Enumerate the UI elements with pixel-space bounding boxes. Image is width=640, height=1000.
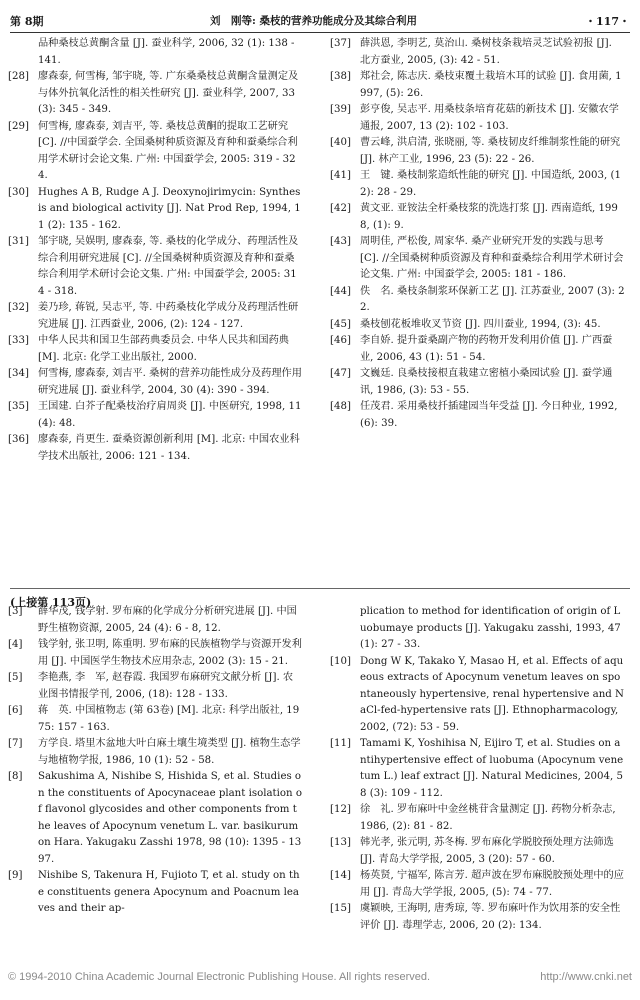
reference-entry [8,703,303,736]
reference-number: [37] [330,38,351,49]
reference-text: 虞颖映, 王海明, 唐秀琼, 等. 罗布麻叶作为饮用茶的安全性评价 [J]. 毒理学志, 2006, 20 (2): 134. [360,903,621,931]
reference-entry [8,366,303,399]
reference-text: 方学良. 塔里木盆地大叶白麻土壤生境类型 [J]. 植物生态学与地植物学报, 1986, 10 (1): 52 - 58. [38,738,301,766]
reference-number: [36] [8,434,29,445]
reference-entry [330,234,625,284]
reference-text: 廖森泰, 何雪梅, 邹宇晓, 等. 广东桑桑枝总黄酮含量测定及与体外抗氧化活性的相关性研究 [J]. 蚕业科学, 2007, 33 (3): 345 - 349. [38,71,299,115]
reference-number: [45] [330,318,351,330]
reference-text: 韩光孝, 张元明, 苏冬梅. 罗布麻化学脱胶预处理方法筛选 [J]. 青岛大学学报, 2005, 3 (20): 57 - 60. [360,837,614,865]
reference-text: 李自娇. 提升蚕桑副产物的药物开发利用价值 [J]. 广西蚕业, 2006, 43 (1): 51 - 54. [360,335,613,363]
reference-text: 曹云峰, 洪启清, 张晓丽, 等. 桑枝韧皮纤维制浆性能的研究 [J]. 林产工业, 1996, 23 (5): 22 - 26. [360,137,621,165]
reference-text: 蒋 英. 中国植物志 (第 63卷) [M]. 北京: 科学出版社, 1975: 157 - 163. [38,705,300,733]
reference-number: [6] [8,705,23,716]
reference-number: [29] [8,120,29,132]
section-divider [10,588,630,589]
reference-entry [8,399,303,432]
reference-number: [14] [330,870,351,881]
reference-entry [330,317,625,334]
reference-number: [15] [330,903,351,914]
reference-text: 文巍廷. 良桑枝接根直栽建立密植小桑园试验 [J]. 蚕学通讯, 1986, (3): 53 - 55. [360,368,613,396]
reference-number: [28] [8,71,29,82]
reference-entry [8,637,303,670]
reference-entry [330,604,625,654]
reference-text: 郑社会, 陈志庆. 桑枝束覆土栽培木耳的试验 [J]. 食用菌, 1997, (5): 26. [360,71,622,99]
reference-text: 佚 名. 桑枝条制浆环保新工艺 [J]. 江苏蚕业, 2007 (3): 22. [360,285,625,313]
reference-number: [44] [330,285,351,297]
reference-entry [8,736,303,769]
reference-number: [11] [330,738,351,749]
reference-number: [5] [8,672,23,683]
reference-number: [41] [330,170,351,181]
reference-number: [10] [330,655,351,667]
reference-entry [330,135,625,168]
reference-number: [7] [8,738,23,749]
reference-entry [8,234,303,300]
reference-column-right-bottom [330,604,625,934]
reference-number: [35] [8,401,29,412]
footer-url[interactable]: http://www.cnki.net [540,971,632,983]
reference-number: [33] [8,335,29,346]
reference-entry [330,868,625,901]
reference-entry [8,185,303,235]
reference-number: [40] [330,137,351,148]
reference-number: [8] [8,771,23,782]
reference-entry [330,69,625,102]
running-title: 刘 刚等: 桑枝的营养功能成分及其综合利用 [210,15,418,27]
reference-entry [330,201,625,234]
reference-text: 彭亨俊, 吴志平. 用桑枝条培育花菇的新技术 [J]. 安徽农学通报, 2007, 13 (2): 102 - 103. [360,104,619,132]
reference-text: Sakushima A, Nishibe S, Hishida S, et al. Studies on the constituents of Apocynaceae plant isolation of flavonol glycosides and other components from the leaves of Apocynum venetum L. var. basikurumon Hara. Yakugaku Zasshi 1978, 98 (10): 1395 - 1397. [38,771,302,865]
reference-number: [46] [330,335,351,346]
reference-text: 徐 礼. 罗布麻叶中金丝桃苷含量测定 [J]. 药物分析杂志, 1986, (2): 81 - 82. [360,804,616,832]
reference-text: 李艳燕, 李 军, 赵春霞. 我国罗布麻研究文献分析 [J]. 农业图书情报学刊, 2006, (18): 128 - 133. [38,672,294,700]
reference-text: 姜乃珍, 蒋锐, 吴志平, 等. 中药桑枝化学成分及药理活性研究进展 [J]. 江西蚕业, 2006, (2): 124 - 127. [38,302,299,330]
continued-from-label: (上接第 113页) [10,594,95,610]
reference-number: [30] [8,186,29,198]
reference-entry [8,604,303,637]
reference-text: Hughes A B, Rudge A J. Deoxynojirimycin: Synthesis and biological activity [J]. Nat Prod Rep, 1994, 11 (2): 135 - 162. [38,186,301,231]
reference-number: [47] [330,368,351,379]
page-footer [8,965,632,989]
reference-text: 钱学射, 张卫明, 陈重明. 罗布麻的民族植物学与资源开发利用 [J]. 中国医学生物技术应用杂志, 2002 (3): 15 - 21. [38,639,302,667]
reference-number: [32] [8,302,29,313]
reference-column-right-top [330,36,625,432]
reference-entry [330,901,625,934]
reference-text: 桑枝刨花板堆收叉节资 [J]. 四川蚕业, 1994, (3): 45. [360,318,601,330]
copyright-notice: © 1994-2010 China Academic Journal Electronic Publishing House. All rights reserved. [8,971,431,983]
reference-text: 周明佳, 严松俊, 周家华. 桑产业研究开发的实践与思考 [C]. //全国桑树种质资源及育种和蚕桑综合利用学术研讨会论文集. 广州: 中国蚕学会, 2005: 181 - 186. [360,236,624,280]
reference-text: 王 键. 桑枝制浆造纸性能的研究 [J]. 中国造纸, 2003, (12): 28 - 29. [360,170,621,198]
reference-text: Tamami K, Yoshihisa N, Eijiro T, et al. Studies on antihypertensive effect of luobuma (Apocynum venetum L.) leaf extract [J]. Natural Medicines, 2004, 58 (3): 109 - 112. [360,738,624,799]
page-number: ・117・ [585,15,630,28]
reference-entry [8,670,303,703]
reference-column-left-top [8,36,303,465]
reference-column-left-bottom [8,604,303,918]
reference-number: [12] [330,804,351,815]
reference-number: [34] [8,368,29,379]
reference-entry [330,168,625,201]
reference-text: 王国建. 白芥子配桑枝治疗肩周炎 [J]. 中医研究, 1998, 11 (4): 48. [38,401,302,429]
reference-entry [8,432,303,465]
reference-number: [48] [330,401,351,412]
reference-entry [330,802,625,835]
reference-entry [330,284,625,317]
reference-text: 任茂君. 采用桑枝扦插建园当年受益 [J]. 今日种业, 1992, (6): 39. [360,401,618,429]
reference-number: [9] [8,870,23,881]
reference-entry [330,736,625,802]
reference-text: 杨英贤, 宁福军, 陈言芳. 超声波在罗布麻脱胶预处理中的应用 [J]. 青岛大学学报, 2005, (5): 74 - 77. [360,870,624,898]
page-header [10,10,630,33]
reference-number: [3] [8,606,23,617]
reference-text: Nishibe S, Takenura H, Fujioto T, et al. study on the constituents genera Apocynum and Poacnum leaves and their ap- [38,870,300,914]
issue-label: 第 8期 [10,15,44,28]
reference-text: plication to method for identification of origin of Luobumaye products [J]. Yakugaku zasshi, 1993, 47 (1): 27 - 33. [360,606,621,650]
reference-text: 何雪梅, 廖森泰, 刘吉平. 桑树的营养功能性成分及药理作用研究进展 [J]. 蚕业科学, 2004, 30 (4): 390 - 394. [38,368,302,396]
reference-text: 品种桑枝总黄酮含量 [J]. 蚕业科学, 2006, 32 (1): 138 - 141. [38,38,295,66]
reference-text: Dong W K, Takako Y, Masao H, et al. Effects of aqueous extracts of Apocynum venetum leaves on spontaneously hypertensive, renal hypertensive and NaCl-fed-hypertensive rats [J]. Ethnopharmacology, 2002, (72): 53 - 59. [360,655,624,733]
reference-entry [8,300,303,333]
reference-entry [330,36,625,69]
reference-number: [13] [330,837,351,848]
reference-number: [43] [330,236,351,247]
reference-entry [8,119,303,185]
reference-number: [38] [330,71,351,82]
reference-text: 廖森泰, 肖更生. 蚕桑资源创新利用 [M]. 北京: 中国农业科学技术出版社, 2006: 121 - 134. [38,434,300,462]
reference-entry [8,36,303,69]
reference-number: [39] [330,104,351,115]
reference-entry [330,835,625,868]
reference-text: 黄文亚. 亚铵法全杆桑枝浆的洗选打浆 [J]. 西南造纸, 1998, (1): 9. [360,203,618,231]
reference-text: 何雪梅, 廖森泰, 刘吉平, 等. 桑枝总黄酮的提取工艺研究 [C]. //中国蚕学会. 全国桑树种质资源及育种和蚕桑综合利用学术研讨会论文集. 广州: 中国蚕学会, 2005: 319 - 324. [38,120,298,181]
reference-entry [8,769,303,868]
reference-entry [330,399,625,432]
reference-number: [4] [8,639,23,650]
reference-text: 中华人民共和国卫生部药典委员会. 中华人民共和国药典 [M]. 北京: 化学工业出版社, 2000. [38,335,289,363]
reference-entry [8,868,303,918]
reference-number: [31] [8,236,29,247]
reference-entry [8,69,303,119]
reference-entry [330,654,625,737]
reference-text: 邹宇晓, 吴娱明, 廖森泰, 等. 桑枝的化学成分、药理活性及综合利用研究进展 [C]. //全国桑树种质资源及育种和蚕桑综合利用学术研讨会论文集. 广州: 中国蚕学会, 2005: 314 - 318. [38,236,299,297]
reference-entry [330,366,625,399]
reference-text: 薛华茂, 钱学射. 罗布麻的化学成分分析研究进展 [J]. 中国野生植物资源, 2005, 24 (4): 6 - 8, 12. [38,606,297,634]
reference-entry [330,333,625,366]
reference-number: [42] [330,203,351,214]
reference-text: 薛洪恩, 李明艺, 莫治山. 桑树枝条栽培灵芝试验初报 [J]. 北方蚕业, 2005, (3): 42 - 51. [360,38,612,66]
reference-entry [330,102,625,135]
reference-entry [8,333,303,366]
